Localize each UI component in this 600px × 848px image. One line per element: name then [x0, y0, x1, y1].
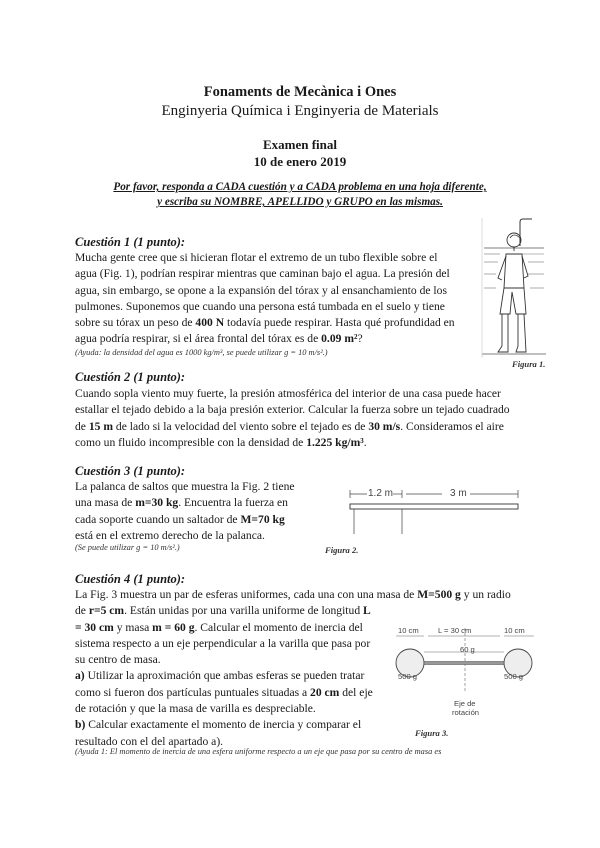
- air-density-value: 1.225 kg/m³: [306, 435, 364, 449]
- figure-3-left-mass: 500 g: [398, 672, 418, 681]
- question-1-line: agua, sin embargo, se opone a la expansión del tórax y al ensanchamiento de los: [75, 283, 447, 297]
- weight-value: 400 N: [195, 316, 225, 330]
- question-4-line: como si fueron dos partículas puntuales situadas a 20 cm del eje: [75, 685, 373, 699]
- question-1-text: [75, 250, 475, 348]
- rod-mass-value: m = 60 g: [152, 620, 195, 634]
- question-4-line: a) Utilizar la aproximación que ambas esferas se pueden tratar: [75, 669, 365, 683]
- figure-3-right-mass: 500 g: [504, 672, 524, 681]
- exam-date: 10 de enero 2019: [253, 154, 347, 169]
- question-1-line: Mucha gente cree que si hicieran flotar el extremo de un tubo flexible sobre el: [75, 251, 438, 264]
- figure-1-caption: Figura 1.: [512, 359, 546, 369]
- figure-2-dim-left: 1.2 m: [368, 488, 394, 499]
- question-4-line: su centro de masa.: [75, 653, 161, 667]
- figure-3-caption: Figura 3.: [415, 728, 449, 738]
- area-value: 0.09 m²: [321, 332, 358, 346]
- question-4-line: resultado con el del apartado a).: [75, 734, 224, 748]
- exam-type: Examen final: [262, 137, 338, 152]
- question-3-hint: (Se puede utilizar g = 10 m/s².): [75, 543, 180, 552]
- instructions-line-2: y escriba su NOMBRE, APELLIDO y GRUPO en las mismas.: [157, 196, 443, 208]
- question-4-line: = 30 cm y masa m = 60 g. Calcular el momento de inercia del: [75, 620, 363, 634]
- sphere-radius-value: r=5 cm: [88, 604, 125, 618]
- rod-length-value: = 30 cm: [75, 620, 114, 634]
- figure-3-axis-label-2: rotación: [452, 708, 480, 717]
- question-1-line: agua (Fig. 1), podrían respirar mientras que caminan bajo el agua. La presión del: [75, 267, 450, 281]
- question-3-text: [75, 479, 335, 544]
- question-1-hint: (Ayuda: la densidad del agua es 1000 kg/m³, se puede utilizar g = 10 m/s².): [75, 348, 328, 357]
- sphere-mass-value: M=500 g: [417, 588, 461, 601]
- question-1-line: pulmones. Suponemos que cuando una persona está tumbada en el suelo y tiene: [75, 299, 445, 313]
- question-2-line: de 15 m de lado si la velocidad del viento sobre el tejado es de 30 m/s. Consideramos el aire: [75, 419, 504, 433]
- point-distance-value: 20 cm: [310, 685, 340, 699]
- question-4-line: sistema respecto a un eje perpendicular a la varilla que pasa por: [75, 636, 371, 650]
- figure-3-rod-mass: 60 g: [460, 645, 475, 654]
- question-4-line: La Fig. 3 muestra un par de esferas uniformes, cada una con una masa de M=500 g y un radio: [75, 588, 511, 601]
- question-2-line: estallar el tejado debido a la baja presión exterior. Calcular la fuerza sobre un tejado cuadrado: [75, 403, 510, 417]
- figure-3-right-radius: 10 cm: [504, 626, 525, 635]
- figure-2-caption: Figura 2.: [325, 545, 359, 555]
- board-mass-value: m=30 kg: [135, 496, 179, 510]
- question-4-title: Cuestión 4 (1 punto):: [75, 572, 186, 586]
- question-4-hint: (Ayuda 1: El momento de inercia de una esfera uniforme respecto a un eje que pasa por su centro de masa es: [75, 747, 442, 756]
- figure-2-dim-right: 3 m: [450, 488, 467, 499]
- question-1-line: agua podría respirar, si el área frontal del tórax es de 0.09 m²?: [75, 332, 363, 346]
- question-2-text: [75, 386, 545, 451]
- question-2-line: como un fluido incompresible con la densidad de 1.225 kg/m³.: [75, 435, 367, 449]
- figure-3-axis-label-1: Eje de: [454, 699, 476, 708]
- question-2-title: Cuestión 2 (1 punto):: [75, 370, 186, 384]
- question-3-line: La palanca de saltos que muestra la Fig. 2 tiene: [75, 480, 295, 493]
- question-4-line: de r=5 cm. Están unidas por una varilla uniforme de longitud L: [75, 604, 371, 618]
- figure-3-rod-length: L = 30 cm: [438, 626, 472, 635]
- question-1-line: sobre su tórax un peso de 400 N todavía puede respirar. Hasta qué profundidad en: [75, 316, 455, 330]
- diver-mass-value: M=70 kg: [240, 512, 285, 526]
- wind-speed-value: 30 m/s: [368, 419, 401, 433]
- exam-course-title: Fonaments de Mecànica i Ones: [203, 84, 397, 100]
- roof-side-value: 15 m: [88, 419, 113, 433]
- question-3-title: Cuestión 3 (1 punto):: [75, 464, 186, 478]
- question-3-line: cada soporte cuando un saltador de M=70 kg: [75, 512, 285, 526]
- figure-1-snorkel-person: [480, 218, 548, 363]
- question-1-title: Cuestión 1 (1 punto):: [75, 235, 186, 249]
- question-4-line: b) Calcular exactamente el momento de inercia y comparar el: [75, 718, 362, 732]
- question-3-line: está en el extremo derecho de la palanca.: [75, 528, 265, 542]
- rod-length-symbol: L: [363, 604, 371, 618]
- question-2-line: Cuando sopla viento muy fuerte, la presión atmosférica del interior de una casa puede hacer: [75, 387, 501, 400]
- question-3-line: una masa de m=30 kg. Encuentra la fuerza en: [75, 496, 288, 510]
- figure-3-left-radius: 10 cm: [398, 626, 419, 635]
- instructions-line-1: Por favor, responda a CADA cuestión y a CADA problema en una hoja diferente,: [113, 181, 487, 193]
- exam-degree-subtitle: Enginyeria Química i Enginyeria de Materials: [161, 103, 439, 119]
- question-4-line: de rotación y que la masa de varilla es despreciable.: [75, 702, 316, 716]
